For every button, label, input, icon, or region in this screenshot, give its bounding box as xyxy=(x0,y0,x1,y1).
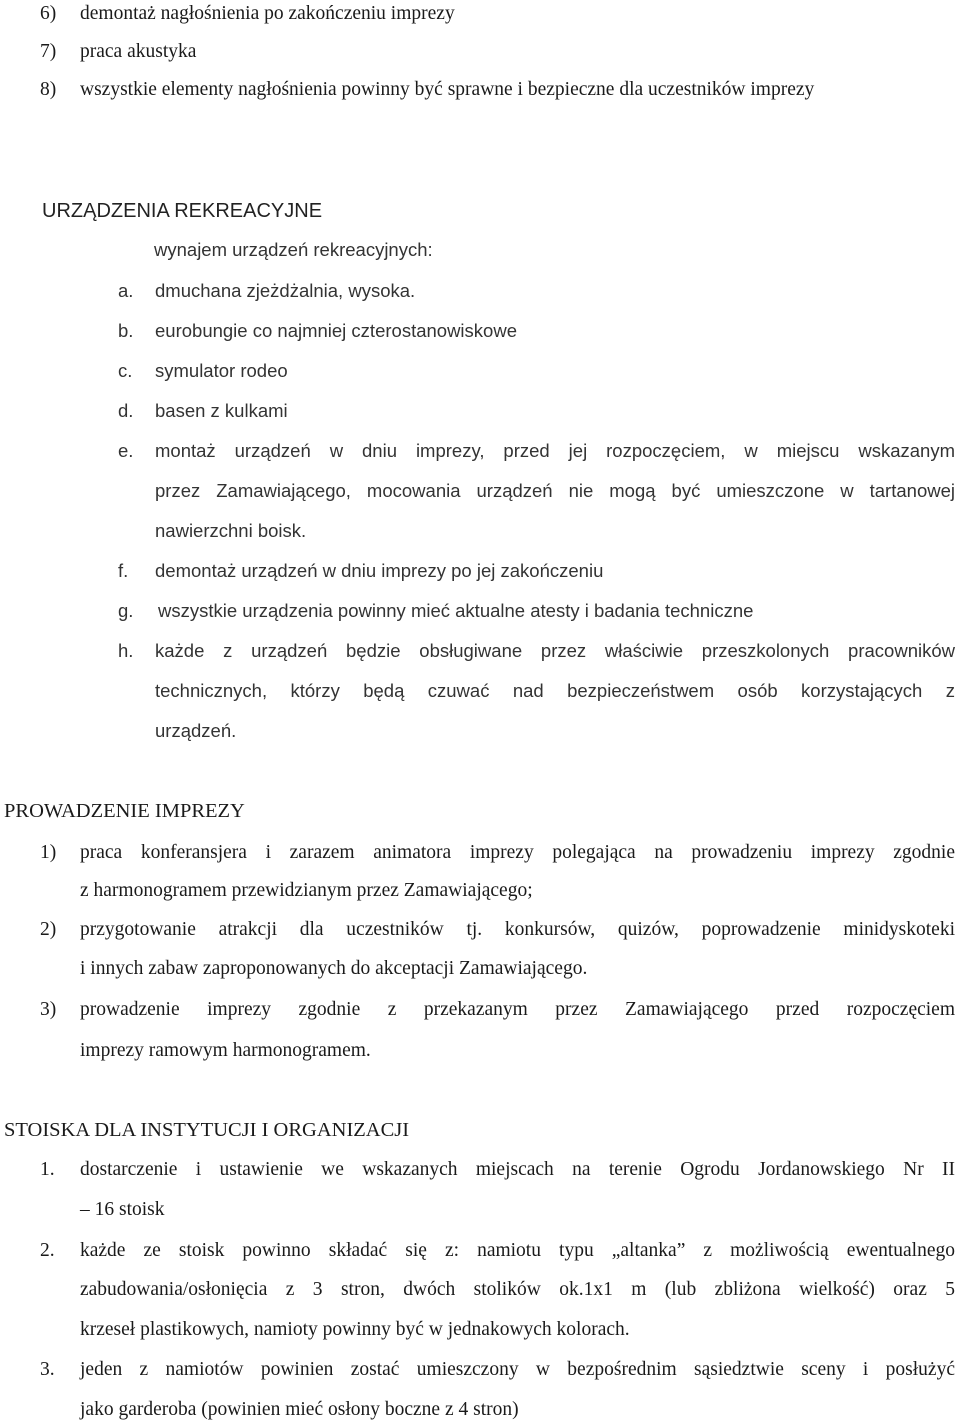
section-heading-prowadzenie: PROWADZENIE IMPREZY xyxy=(4,800,245,822)
list-item-text: krzeseł plastikowych, namioty powinny być w jednakowych kolorach. xyxy=(80,1319,630,1340)
list-item-text: montaż urządzeń w dniu imprezy, przed jej rozpoczęciem, w miejscu wskazanym xyxy=(155,440,955,461)
list-item-letter: b. xyxy=(118,320,134,341)
list-item-number: 3. xyxy=(40,1359,55,1380)
list-item-text: praca konferansjera i zarazem animatora imprezy polegająca na prowadzeniu imprezy zgodnie xyxy=(80,842,955,863)
list-item-text: nawierzchni boisk. xyxy=(155,520,307,541)
list-item-text: prowadzenie imprezy zgodnie z przekazanym przez Zamawiającego przed rozpoczęciem xyxy=(80,999,955,1020)
list-item-text: basen z kulkami xyxy=(155,400,288,421)
list-item-text: jako garderoba (powinien mieć osłony boczne z 4 stron) xyxy=(80,1399,519,1420)
list-item-text: i innych zabaw zaproponowanych do akceptacji Zamawiającego. xyxy=(80,958,588,979)
list-item-text: zabudowania/osłonięcia z 3 stron, dwóch stolików ok.1x1 m (lub zbliżona wielkość) oraz 5 xyxy=(80,1279,955,1300)
list-item-text: demontaż urządzeń w dniu imprezy po jej zakończeniu xyxy=(155,560,604,581)
list-item-text: każde z urządzeń będzie obsługiwane przez właściwie przeszkolonych pracowników xyxy=(155,640,955,661)
list-item-number: 7) xyxy=(40,41,57,62)
list-item-text: wszystkie elementy nagłośnienia powinny być sprawne i bezpieczne dla uczestników imprezy xyxy=(80,79,815,100)
list-item-number: 1. xyxy=(40,1159,55,1180)
list-item-number: 2. xyxy=(40,1240,55,1261)
list-item-letter: e. xyxy=(118,440,134,461)
list-item-text: przez Zamawiającego, mocowania urządzeń nie mogą być umieszczone w tartanowej xyxy=(155,480,955,501)
list-item-number: 8) xyxy=(40,79,57,100)
list-item-text: eurobungie co najmniej czterostanowiskowe xyxy=(155,320,517,341)
list-item-text: – 16 stoisk xyxy=(80,1199,165,1220)
list-item-text: każde ze stoisk powinno składać się z: namiotu typu „altanka” z możliwością ewentualnego xyxy=(80,1240,955,1261)
list-item-text: z harmonogramem przewidzianym przez Zamawiającego; xyxy=(80,880,533,901)
list-item-text: demontaż nagłośnienia po zakończeniu imprezy xyxy=(80,3,455,24)
list-item-number: 2) xyxy=(40,919,57,940)
list-item-text: wszystkie urządzenia powinny mieć aktualne atesty i badania techniczne xyxy=(158,600,754,621)
list-item-number: 1) xyxy=(40,842,57,863)
list-item-text: przygotowanie atrakcji dla uczestników tj. konkursów, quizów, poprowadzenie minidyskoteki xyxy=(80,919,955,940)
list-item-text: jeden z namiotów powinien zostać umieszczony w bezpośrednim sąsiedztwie sceny i posłużyć xyxy=(80,1359,955,1380)
list-item-letter: g. xyxy=(118,600,134,621)
section-intro: wynajem urządzeń rekreacyjnych: xyxy=(154,239,433,260)
list-item-text: imprezy ramowym harmonogramem. xyxy=(80,1040,371,1061)
list-item-letter: f. xyxy=(118,560,129,581)
section-heading-urzadzenia: URZĄDZENIA REKREACYJNE xyxy=(42,200,323,222)
list-item-letter: c. xyxy=(118,360,133,381)
list-item-text: praca akustyka xyxy=(80,41,197,62)
list-item-number: 3) xyxy=(40,999,57,1020)
list-item-number: 6) xyxy=(40,3,57,24)
list-item-text: urządzeń. xyxy=(155,720,237,741)
list-item-text: dmuchana zjeżdżalnia, wysoka. xyxy=(155,280,416,301)
list-item-letter: a. xyxy=(118,280,134,301)
list-item-letter: h. xyxy=(118,640,134,661)
list-item-letter: d. xyxy=(118,400,134,421)
list-item-text: technicznych, którzy będą czuwać nad bezpieczeństwem osób korzystających z xyxy=(155,680,955,701)
section-heading-stoiska: STOISKA DLA INSTYTUCJI I ORGANIZACJI xyxy=(4,1119,410,1141)
list-item-text: symulator rodeo xyxy=(155,360,288,381)
list-item-text: dostarczenie i ustawienie we wskazanych miejscach na terenie Ogrodu Jordanowskiego Nr II xyxy=(80,1159,955,1180)
